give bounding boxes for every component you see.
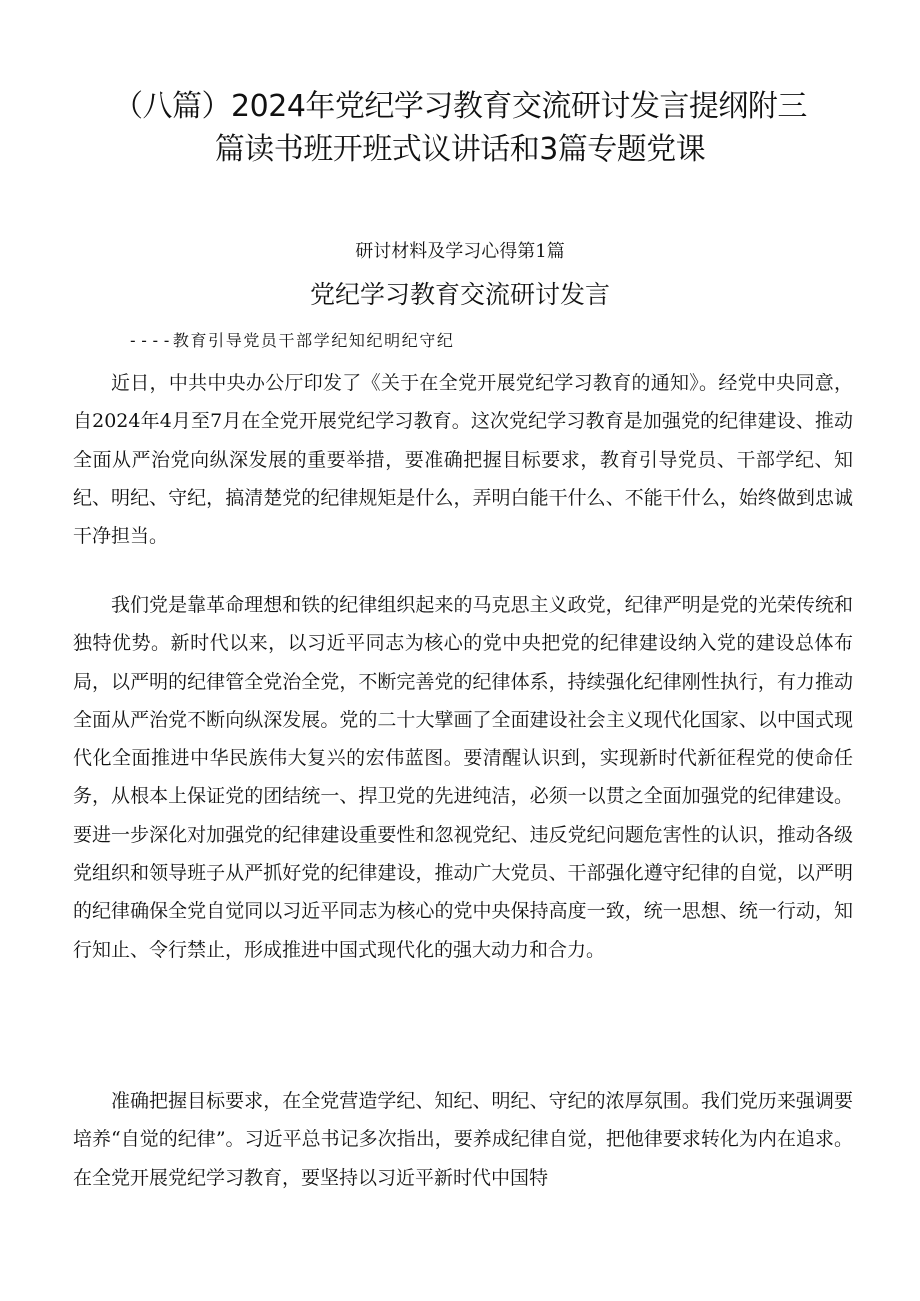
document-title-line-1: （八篇）2024年党纪学习教育交流研讨发言提纲附三 <box>113 89 807 124</box>
paragraph-3: 准确把握目标要求，在全党营造学纪、知纪、明纪、守纪的浓厚氛围。我们党历来强调要培养“自觉的纪律”。习近平总书记多次指出，要养成纪律自觉，把他律要求转化为内在追求。在全党开展党纪学习教育，要坚持以习近平新时代中国特 <box>73 1090 853 1189</box>
paragraph-3-container <box>73 1082 853 1197</box>
section-subtitle: ----教育引导党员干部学纪知纪明纪守纪 <box>128 331 455 350</box>
paragraph-2-container <box>73 586 853 1046</box>
paragraph-1: 近日，中共中央办公厅印发了《关于在全党开展党纪学习教育的通知》。经党中央同意，自2024年4月至7月在全党开展党纪学习教育。这次党纪学习教育是加强党的纪律建设、推动全面从严治党向纵深发展的重要举措，要准确把握目标要求，教育引导党员、干部学纪、知纪、明纪、守纪，搞清楚党的纪律规矩是什么，弄明白能干什么、不能干什么，始终做到忠诚干净担当。 <box>73 372 853 548</box>
paragraph-1-container <box>73 364 853 556</box>
paragraph-2: 我们党是靠革命理想和铁的纪律组织起来的马克思主义政党，纪律严明是党的光荣传统和独特优势。新时代以来，以习近平同志为核心的党中央把党的纪律建设纳入党的建设总体布局，以严明的纪律管全党治全党，不断完善党的纪律体系，持续强化纪律刚性执行，有力推动全面从严治党不断向纵深发展。党的二十大擘画了全面建设社会主义现代化国家、以中国式现代化全面推进中华民族伟大复兴的宏伟蓝图。要清醒认识到，实现新时代新征程党的使命任务，从根本上保证党的团结统一、捍卫党的先进纯洁，必须一以贯之全面加强党的纪律建设。要进一步深化对加强党的纪律建设重要性和忽视党纪、违反党纪问题危害性的认识，推动各级党组织和领导班子从严抓好党的纪律建设，推动广大党员、干部强化遵守纪律的自觉，以严明的纪律确保全党自觉同以习近平同志为核心的党中央保持高度一致，统一思想、统一行动，知行知止、令行禁止，形成推进中国式现代化的强大动力和合力。 <box>73 594 853 961</box>
section-title: 党纪学习教育交流研讨发言 <box>309 280 610 309</box>
section-label: 研讨材料及学习心得第1篇 <box>355 241 565 262</box>
document-title-line-2: 篇读书班开班式议讲话和3篇专题党课 <box>214 132 706 167</box>
